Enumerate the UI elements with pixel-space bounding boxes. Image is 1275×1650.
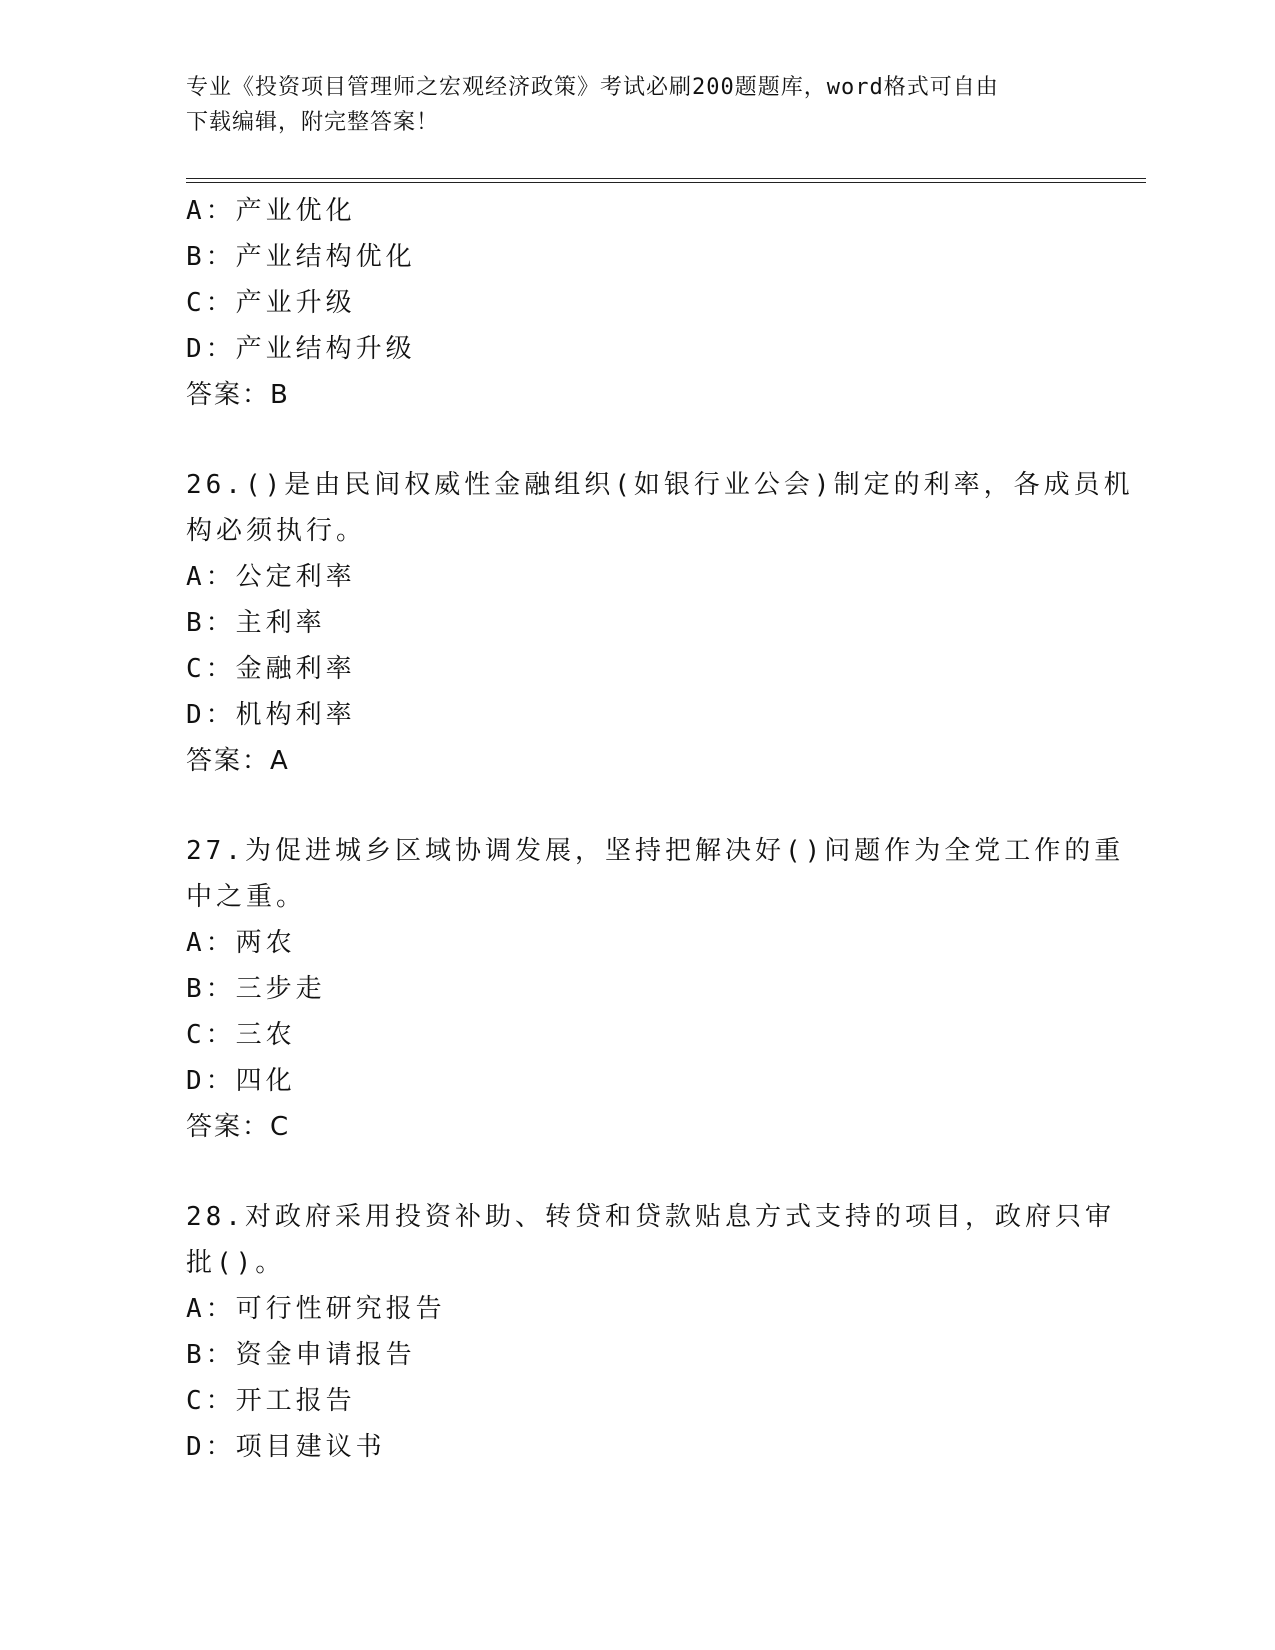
option-a: A：产业优化 bbox=[186, 196, 356, 226]
header-divider bbox=[186, 178, 1146, 183]
option-c: C：金融利率 bbox=[186, 654, 356, 684]
question-block-28 bbox=[186, 1194, 1115, 1470]
option-a: A：公定利率 bbox=[186, 562, 356, 592]
question-block-26 bbox=[186, 462, 1134, 784]
question-block-27 bbox=[186, 828, 1125, 1150]
option-c: C：三农 bbox=[186, 1020, 296, 1050]
question-text-line-2: 批()。 bbox=[186, 1248, 286, 1278]
option-b: B：三步走 bbox=[186, 974, 326, 1004]
option-d: D：项目建议书 bbox=[186, 1432, 386, 1462]
option-b: B：资金申请报告 bbox=[186, 1340, 416, 1370]
option-a: A：两农 bbox=[186, 928, 296, 958]
header-line-1: 专业《投资项目管理师之宏观经济政策》考试必刷200题题库，word格式可自由 bbox=[186, 75, 999, 100]
question-text-line-1: 27.为促进城乡区域协调发展，坚持把解决好()问题作为全党工作的重 bbox=[186, 836, 1125, 866]
answer-line: 答案：C bbox=[186, 1112, 291, 1142]
option-d: D：机构利率 bbox=[186, 700, 356, 730]
answer-line: 答案：B bbox=[186, 380, 290, 410]
question-text-line-1: 26.()是由民间权威性金融组织(如银行业公会)制定的利率，各成员机 bbox=[186, 470, 1134, 500]
question-text-line-2: 构必须执行。 bbox=[186, 516, 367, 546]
document-header bbox=[186, 70, 1066, 140]
header-line-2: 下载编辑，附完整答案！ bbox=[186, 110, 440, 135]
option-c: C：产业升级 bbox=[186, 288, 356, 318]
option-b: B：主利率 bbox=[186, 608, 326, 638]
question-text-line-2: 中之重。 bbox=[186, 882, 307, 912]
option-a: A：可行性研究报告 bbox=[186, 1294, 446, 1324]
answer-line: 答案：A bbox=[186, 746, 290, 776]
question-text-line-1: 28.对政府采用投资补助、转贷和贷款贴息方式支持的项目，政府只审 bbox=[186, 1202, 1115, 1232]
option-d: D：四化 bbox=[186, 1066, 296, 1096]
option-c: C：开工报告 bbox=[186, 1386, 356, 1416]
option-d: D：产业结构升级 bbox=[186, 334, 416, 364]
question-block-25 bbox=[186, 188, 1066, 418]
question-list bbox=[186, 188, 1134, 1470]
option-b: B：产业结构优化 bbox=[186, 242, 416, 272]
